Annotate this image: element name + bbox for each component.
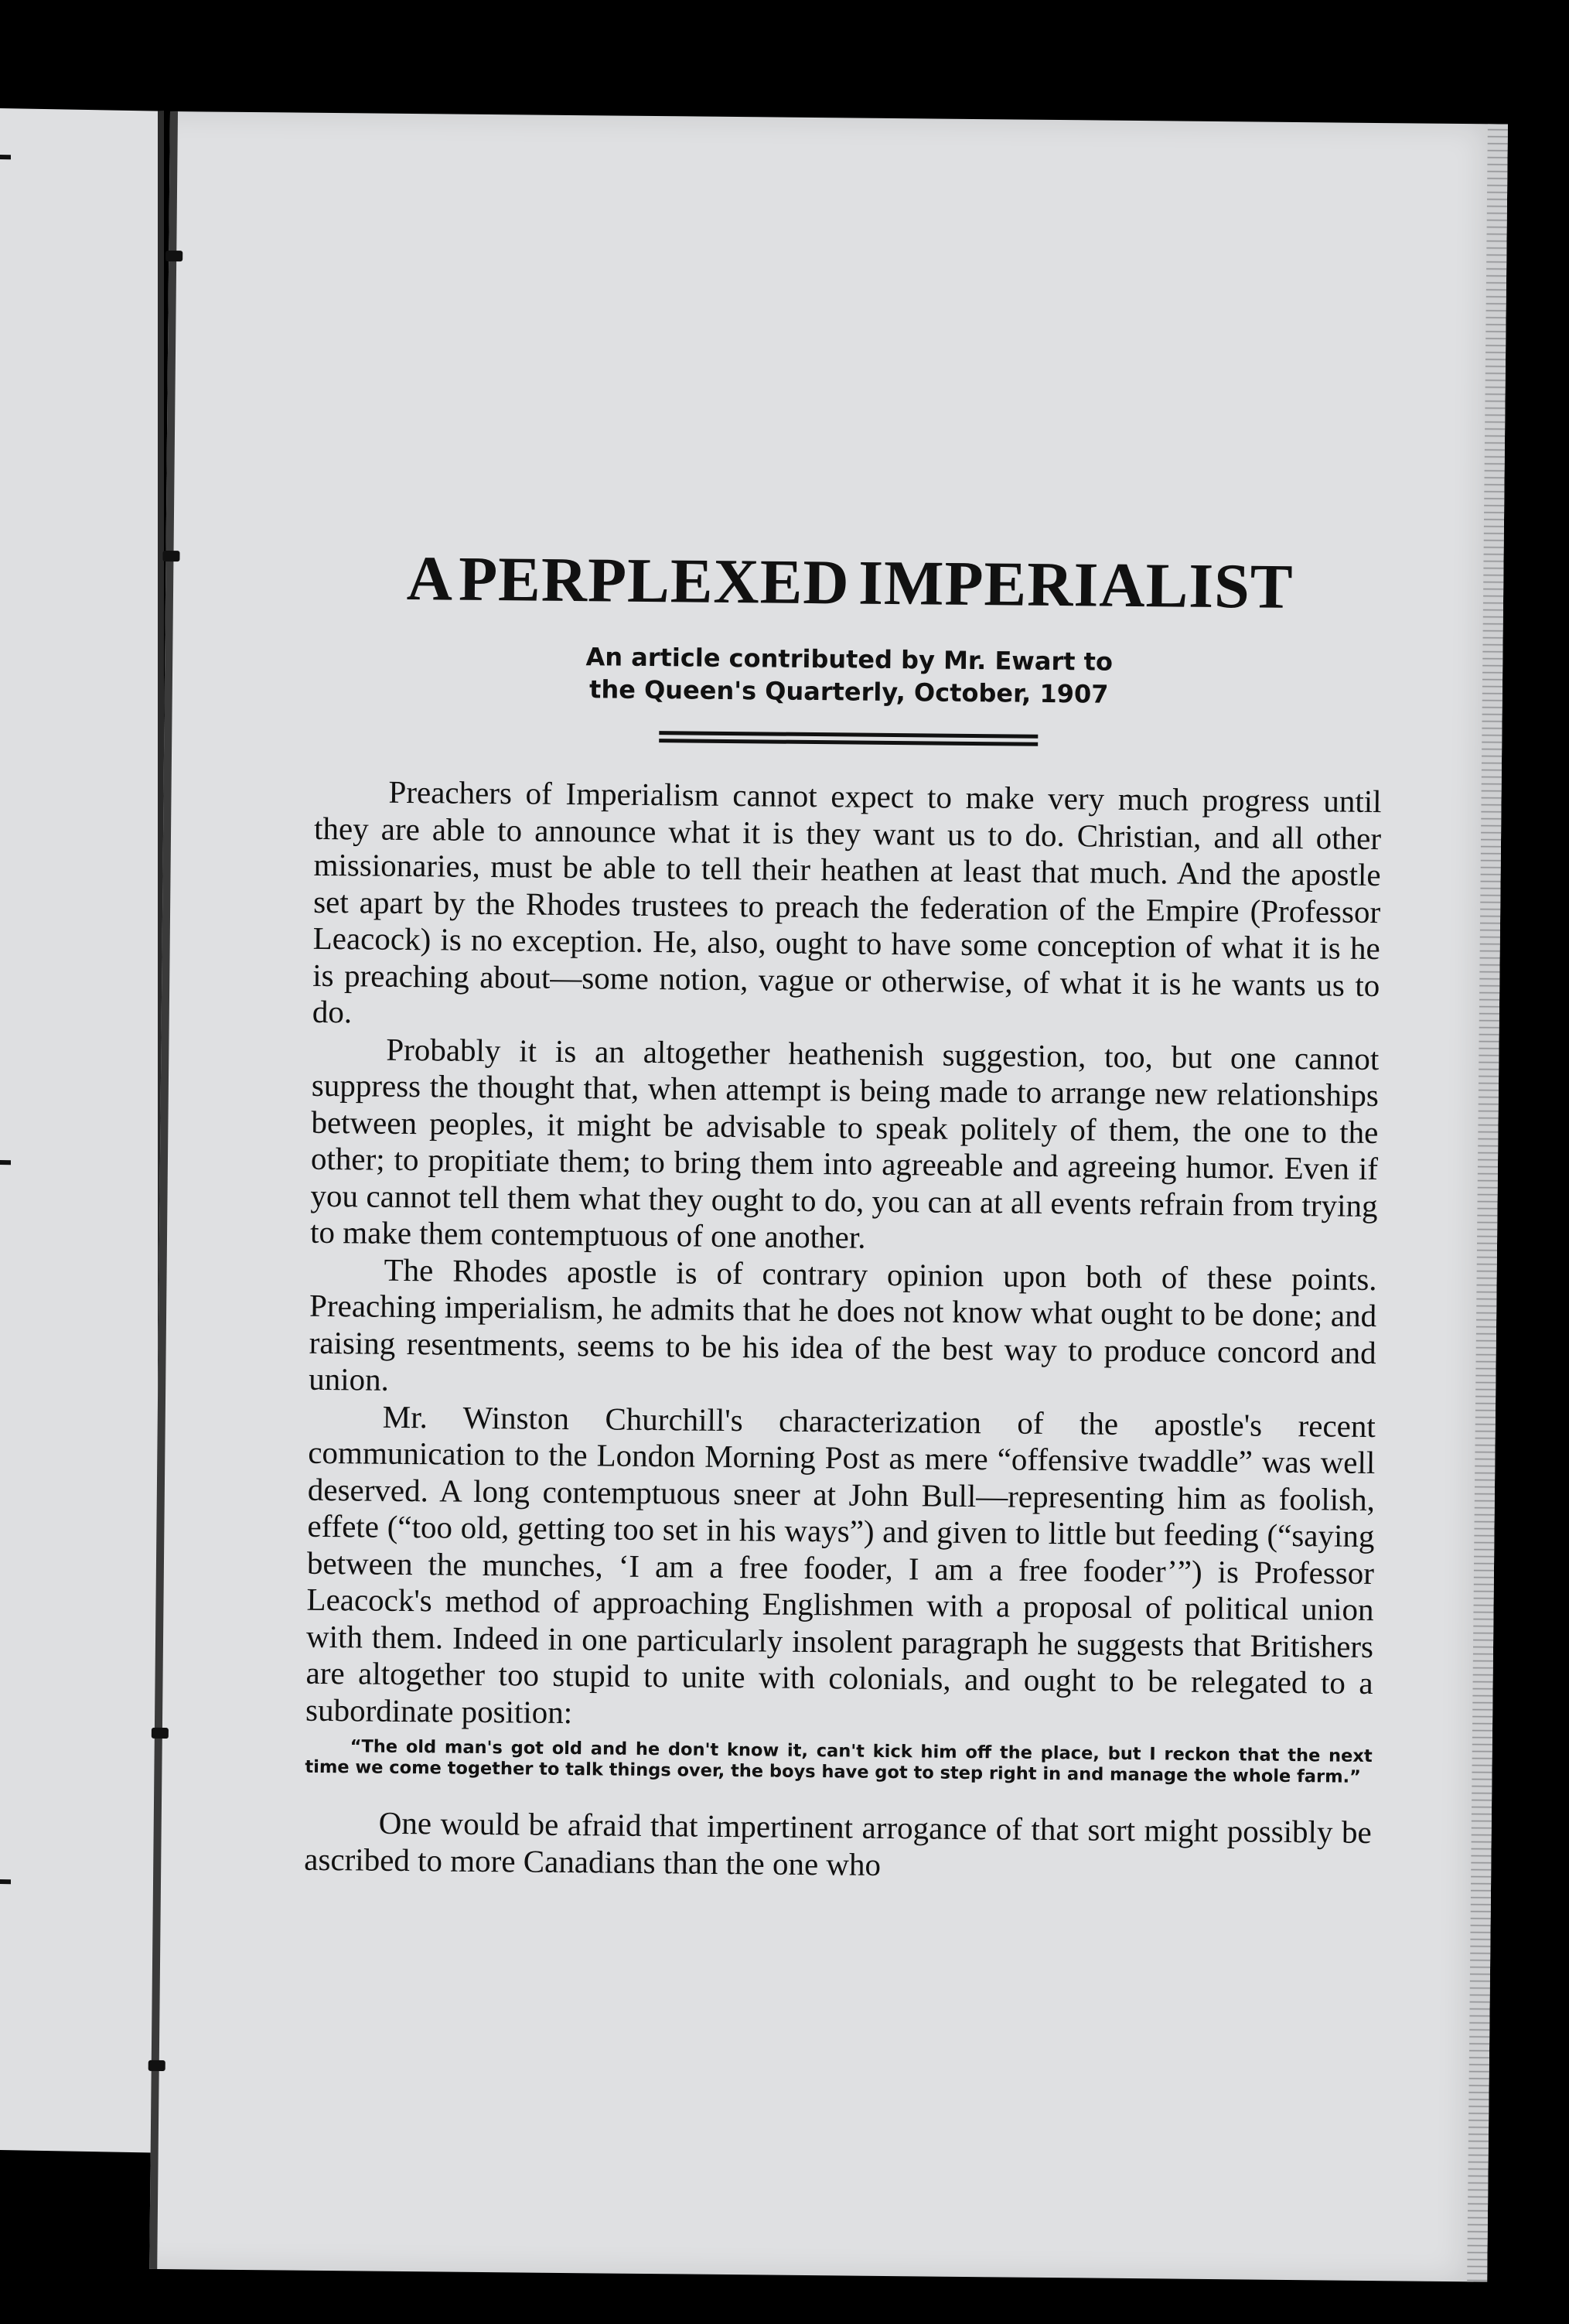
article-title: A PERPLEXED IMPERIALIST (406, 542, 1294, 622)
body-paragraph: Mr. Winston Churchill's characterization of the apostle's recent communication to the London Morning Post as mere “offensive twaddle” was well deserved. A long contemptuous sneer at John Bull—representing him as foolish, effete (“too old, getting too set in his ways”) and given to little but feeding (“saying between the munches, ‘I am a free fooder, I am a free fooder’”) is Professor Leacock's method of approaching Englishmen with a proposal of political union with them. Indeed in one particularly insolent paragraph he suggests that Britishers are altogether too stupid to unite with colonials, and ought to be relegated to a subordinate position: (305, 1398, 1376, 1730)
binding-stitch (148, 2060, 165, 2071)
left-page-edge (0, 108, 164, 2153)
body-paragraph: One would be afraid that impertinent arrogance of that sort might possibly be ascribed to more Canadians than the one who (304, 1804, 1372, 1882)
binding-stitch (165, 251, 182, 261)
page-mark (0, 155, 11, 159)
article-subtitle (316, 639, 1383, 713)
binding-stitch (152, 1728, 169, 1739)
page-mark (0, 1160, 11, 1165)
page-fore-edge (1467, 124, 1508, 2281)
body-paragraph: Probably it is an altogether heathenish suggestion, too, but one cannot suppress the thought that, when attempt is being made to arrange new relationships between peoples, it might be advisable to speak politely of them, the one to the other; to propitiate them; to bring them into agreeable and agreeing humor. Even if you cannot tell them what they ought to do, you can at all events refrain from trying to make them contemptuous of one another. (309, 1031, 1380, 1255)
subtitle-line: the Queen's Quarterly, October, 1907 (588, 674, 1109, 709)
double-rule-divider (659, 731, 1038, 746)
body-paragraph: The Rhodes apostle is of contrary opinion upon both of these points. Preaching imperialism, he admits that he does not know what ought to be done; and raising resentments, seems to be his idea of the best way to produce concord and union. (309, 1251, 1377, 1397)
article (304, 542, 1383, 1888)
page-mark (0, 1879, 11, 1884)
article-body (304, 773, 1382, 1888)
block-quote: “The old man's got old and he don't know it, can't kick him off the place, but I reckon that the next time we come together to talk things over, the boys have got to step right in and manage the whole farm.” (305, 1736, 1373, 1788)
subtitle-line: An article contributed by Mr. Ewart to (585, 642, 1114, 677)
body-paragraph: Preachers of Imperialism cannot expect to make very much progress until they are able to announce what it is they want us to do. Christian, and all other missionaries, must be able to tell their heathen at least that much. And the apostle set apart by the Rhodes trustees to preach the federation of the Empire (Professor Leacock) is no exception. He, also, ought to have some conception of what it is he is preaching about—some notion, vague or otherwise, of what it is he wants us to do. (312, 773, 1382, 1030)
right-page (149, 111, 1508, 2281)
binding-stitch (162, 551, 179, 561)
